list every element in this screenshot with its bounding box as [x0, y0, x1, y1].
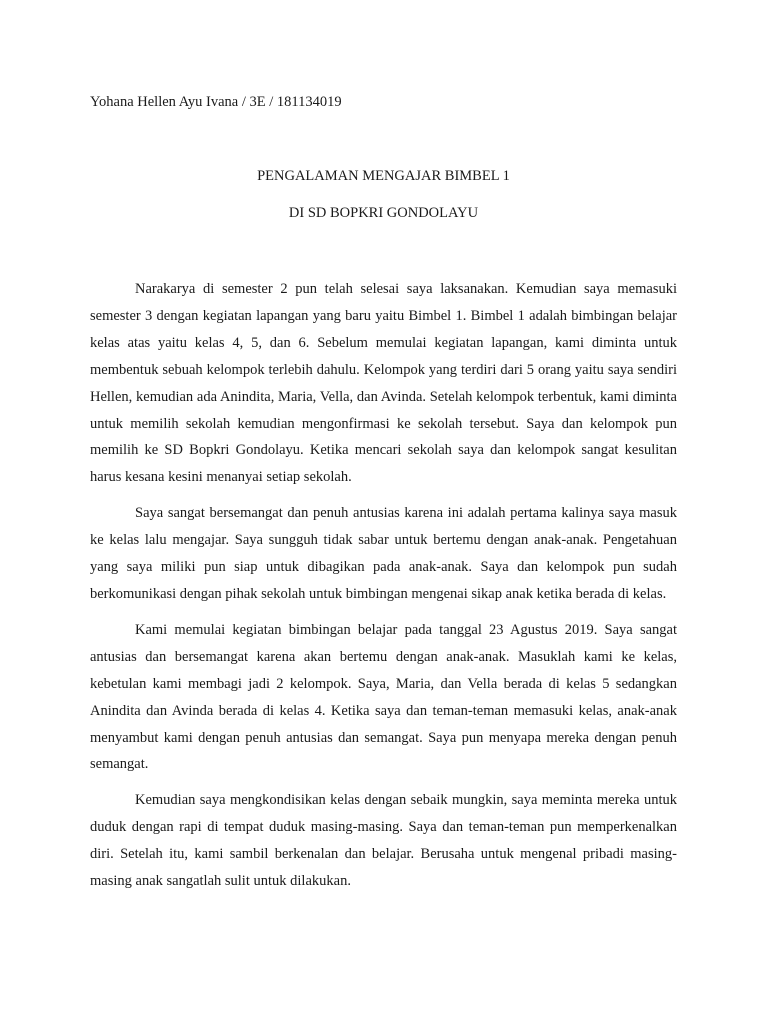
paragraph-3: Kami memulai kegiatan bimbingan belajar pada tanggal 23 Agustus 2019. Saya sangat antusias dan bersemangat karena akan bertemu dengan anak-anak. Masuklah kami ke kelas, kebetulan kami membagi jadi 2 kelompok. Saya, Maria, dan Vella berada di kelas 5 sedangkan Anindita dan Avinda berada di kelas 4. Ketika saya dan teman-teman memasuki kelas, anak-anak menyambut kami dengan penuh antusias dan semangat. Saya pun menyapa mereka dengan penuh semangat.: [90, 621, 677, 773]
paragraph-1: Narakarya di semester 2 pun telah selesai saya laksanakan. Kemudian saya memasuki semester 3 dengan kegiatan lapangan yang baru yaitu Bimbel 1. Bimbel 1 adalah bimbingan belajar kelas atas yaitu kelas 4, 5, dan 6. Sebelum memulai kegiatan lapangan, kami diminta untuk membentuk sebuah kelompok terlebih dahulu. Kelompok yang terdiri dari 5 orang yaitu saya sendiri Hellen, kemudian ada Anindita, Maria, Vella, dan Avinda. Setelah kelompok terbentuk, kami diminta untuk memilih sekolah kemudian mengonfirmasi ke sekolah tersebut. Saya dan kelompok pun memilih ke SD Bopkri Gondolayu. Ketika mencari sekolah saya dan kelompok sangat kesulitan harus kesana kesini menanyai setiap sekolah.: [90, 281, 677, 486]
author-line: Yohana Hellen Ayu Ivana / 3E / 181134019: [90, 94, 342, 110]
document-title-line-1: PENGALAMAN MENGAJAR BIMBEL 1: [257, 168, 510, 184]
document-title-line-2: DI SD BOPKRI GONDOLAYU: [288, 205, 479, 221]
paragraph-2: Saya sangat bersemangat dan penuh antusias karena ini adalah pertama kalinya saya masuk ke kelas lalu mengajar. Saya sungguh tidak sabar untuk bertemu dengan anak-anak. Pengetahuan yang saya miliki pun siap untuk dibagikan pada anak-anak. Saya dan kelompok pun sudah berkomunikasi dengan pihak sekolah untuk bimbingan mengenai sikap anak ketika berada di kelas.: [90, 505, 677, 602]
document-body: [90, 276, 677, 904]
paragraph-4: Kemudian saya mengkondisikan kelas dengan sebaik mungkin, saya meminta mereka untuk duduk dengan rapi di tempat duduk masing-masing. Saya dan teman-teman pun memperkenalkan diri. Setelah itu, kami sambil berkenalan dan belajar. Berusaha untuk mengenal pribadi masing-masing anak sangatlah sulit untuk dilakukan.: [90, 792, 677, 890]
